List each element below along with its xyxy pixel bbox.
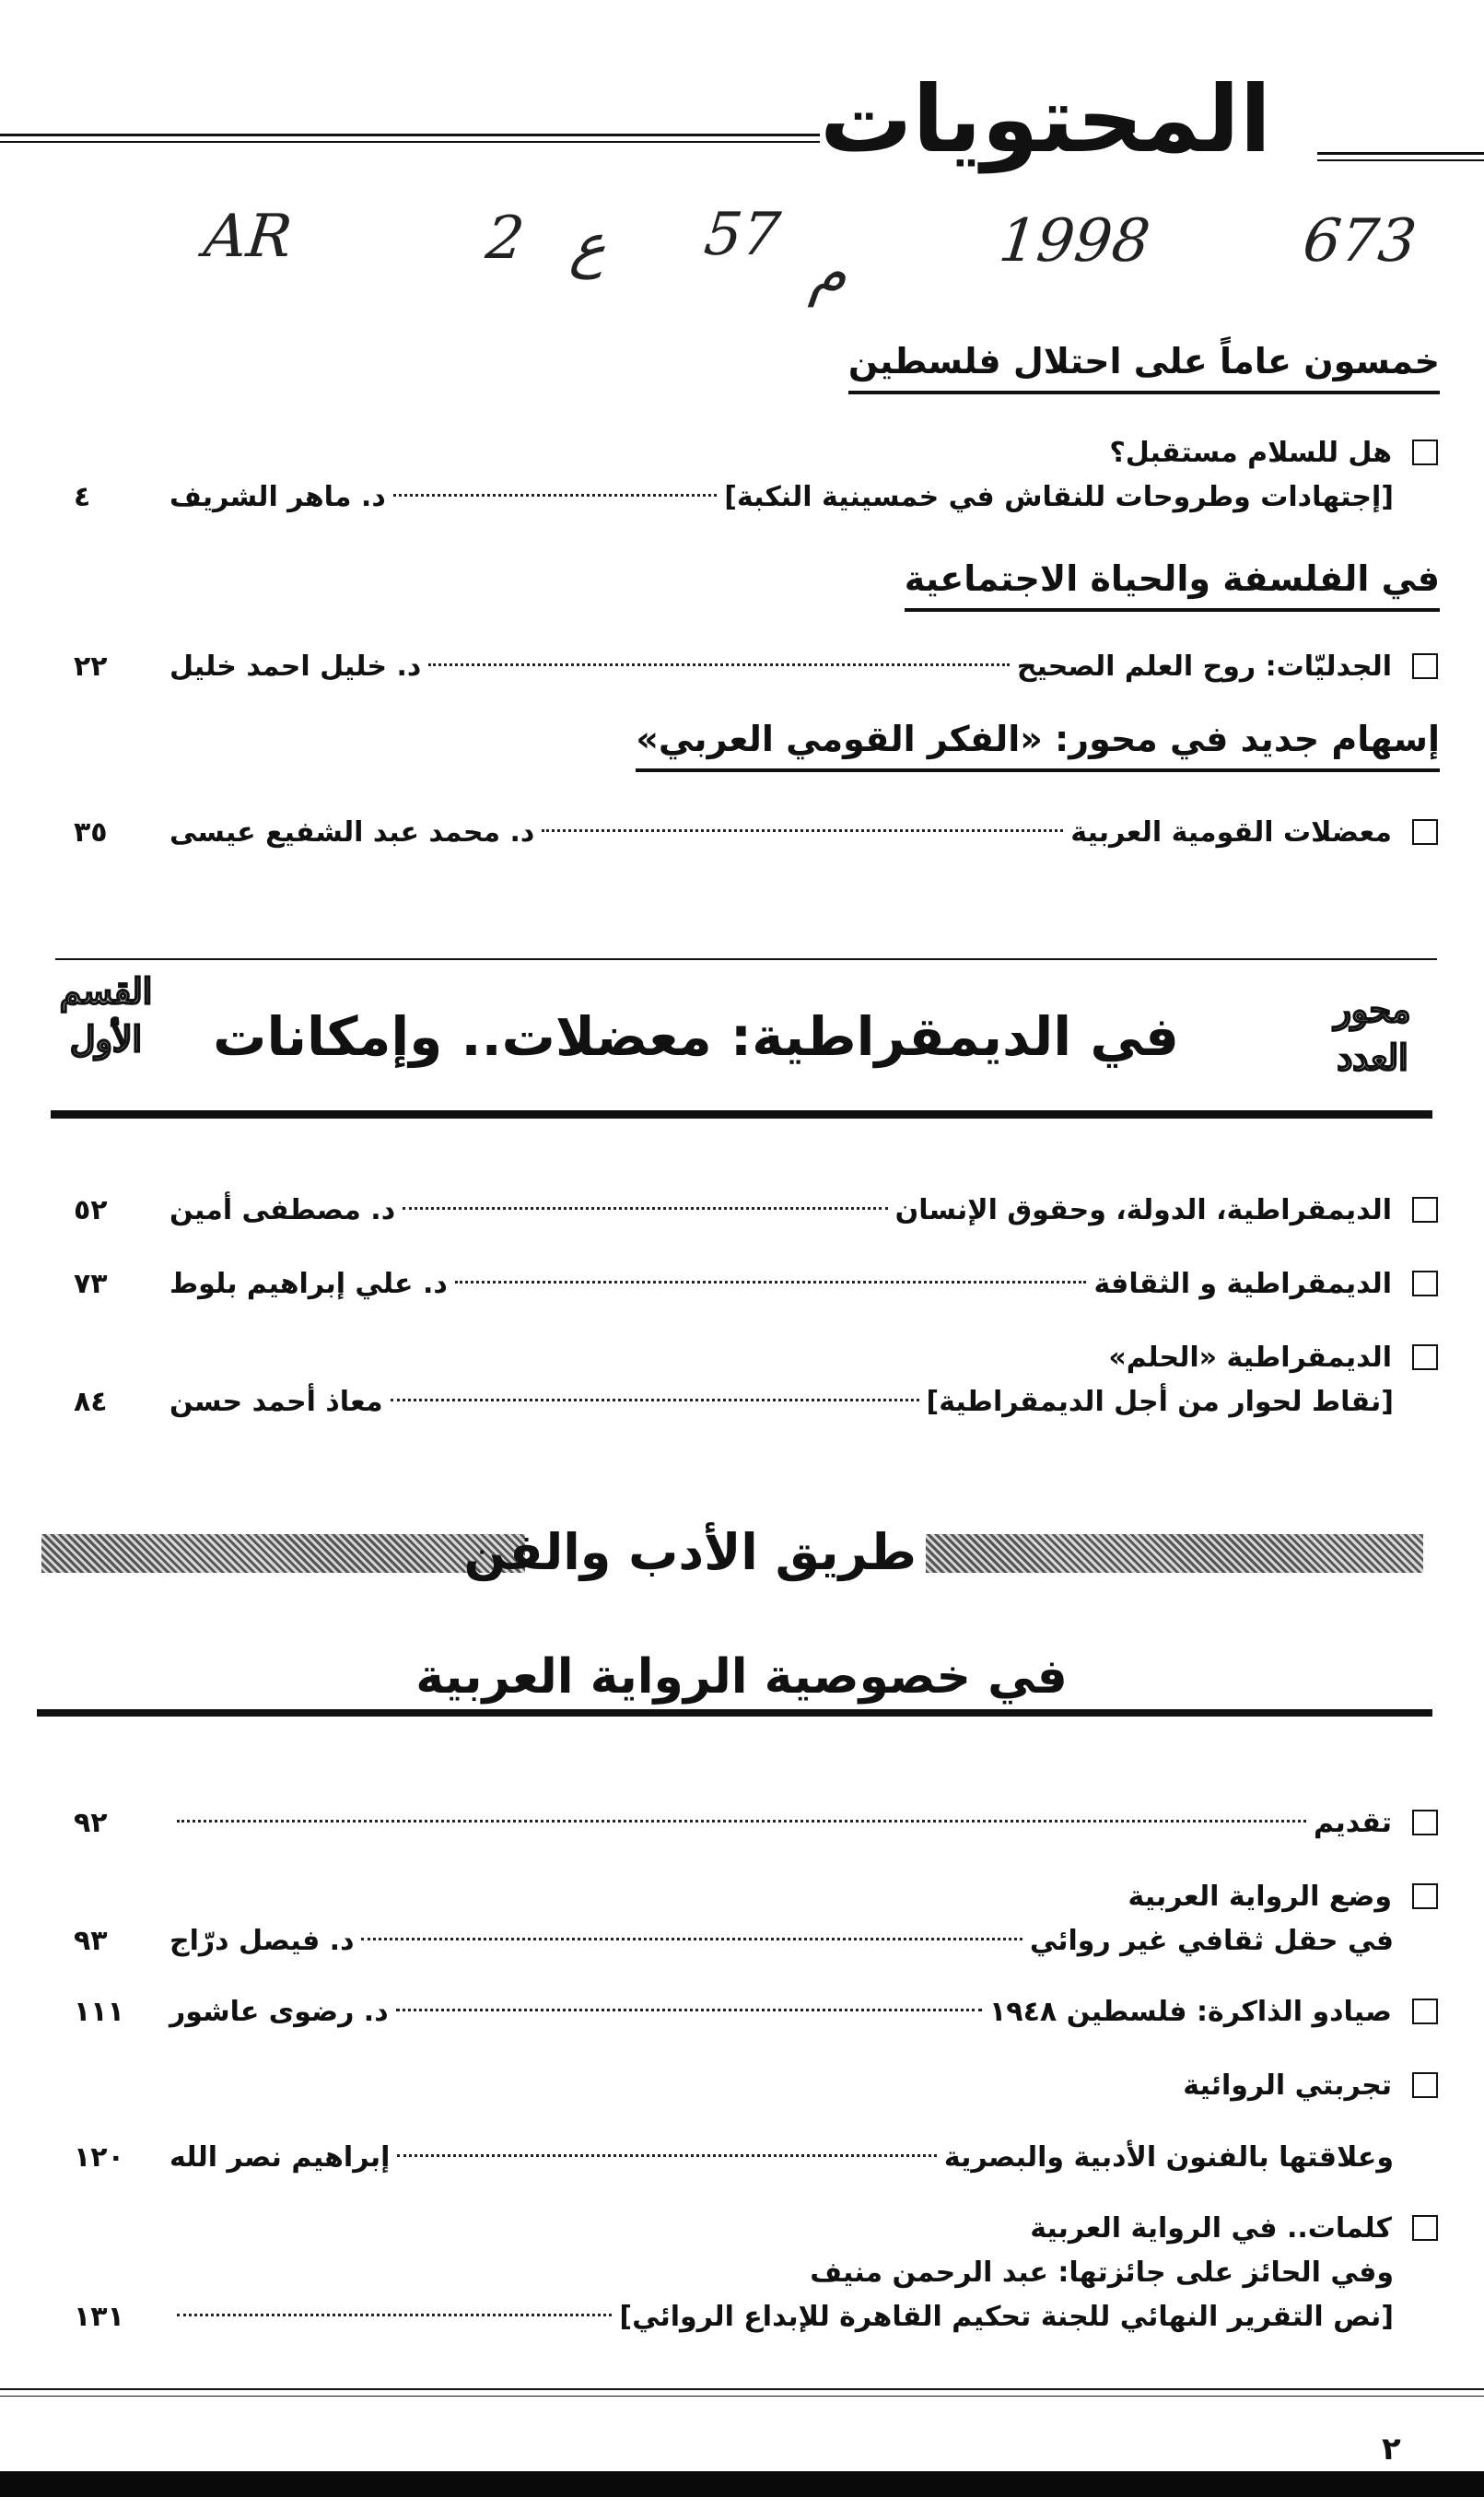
entry-page: ٩٣ [74,1925,108,1957]
scan-edge [0,2471,1484,2497]
entry-page: ٩٢ [74,1807,108,1839]
entry-subtitle: [نقاط لحوار من أجل الديمقراطية] [926,1386,1394,1418]
dot-leader [455,1281,1087,1284]
entry-author: إبراهيم نصر الله [169,2141,391,2174]
literature-title: في خصوصية الرواية العربية [415,1649,1068,1705]
entry-author: د. فيصل درّاج [169,1925,355,1957]
entry-title: صيادو الذاكرة: فلسطين ١٩٤٨ [989,1996,1392,2028]
toc-entry [74,2207,1438,2339]
entry-author: د. علي إبراهيم بلوط [169,1268,448,1300]
entry-title: الديمقراطية، الدولة، وحقوق الإنسان [894,1194,1392,1226]
header-rule-left-2 [0,141,820,143]
checkbox-bullet [1412,440,1438,465]
banner-hatch-left [41,1534,525,1573]
footer-rule [0,2388,1484,2390]
focus-label-left [46,967,166,1063]
toc-entry [74,1336,1438,1424]
checkbox-bullet [1412,819,1438,845]
entry-page: ١١١ [74,1996,124,2028]
entry-author: د. مصطفى أمين [169,1194,396,1226]
handwritten-note: ع [567,212,611,280]
handwritten-note: 2 [483,205,528,273]
focus-label-line: الأول [69,1018,143,1060]
handwritten-note: 57 [701,201,784,269]
section-heading: خمسون عاماً على احتلال فلسطين [848,341,1440,394]
entry-title: كلمات.. في الرواية العربية [1030,2212,1392,2245]
toc-entry [74,1801,1438,1846]
checkbox-bullet [1412,1271,1438,1296]
entry-author: د. محمد عبد الشفيع عيسى [169,816,535,849]
entry-page: ١٣١ [74,2301,124,2333]
page-title: المحتويات [819,65,1271,173]
entry-page: ٣٥ [74,816,108,849]
entry-subtitle: [إجتهادات وطروحات للنقاش في خمسينية النكبة] [724,481,1394,513]
focus-title: في الديمقراطية: معضلات.. وإمكانات [213,1005,1179,1068]
header-rule-right-2 [1317,159,1484,161]
dot-leader [428,663,1010,666]
header-rule-right [1317,152,1484,155]
entry-page: ١٢٠ [74,2141,124,2174]
entry-subtitle: وعلاقتها بالفنون الأدبية والبصرية [943,2141,1394,2174]
dot-leader [393,494,717,497]
toc-entry [74,2064,1438,2180]
entry-title: تجربتي الروائية [1183,2069,1392,2102]
section-heading: إسهام جديد في محور: «الفكر القومي العربي» [636,719,1440,772]
entry-title: الجدليّات: روح العلم الصحيح [1016,651,1392,683]
toc-entry [74,1990,1438,2034]
checkbox-bullet [1412,2072,1438,2098]
entry-page: ٨٤ [74,1386,108,1418]
dot-leader [177,2314,612,2316]
toc-entry [74,1875,1438,1964]
header-rule-left [0,134,820,136]
toc-entry [74,1262,1438,1307]
banner-hatch-right [926,1534,1423,1573]
entry-subtitle: في حقل ثقافي غير روائي [1029,1925,1394,1957]
entry-title: الديمقراطية و الثقافة [1093,1268,1392,1300]
dot-leader [391,1399,919,1401]
entry-title: الديمقراطية «الحلم» [1108,1342,1392,1374]
literature-rule [37,1709,1432,1717]
entry-page: ٥٢ [74,1194,108,1226]
handwritten-note: 1998 [996,207,1153,275]
focus-label-line: العدد [1337,1037,1408,1078]
section-heading: في الفلسفة والحياة الاجتماعية [905,558,1440,612]
entry-page: ٤ [74,481,91,513]
handwritten-note: 673 [1300,207,1420,275]
entry-title: تقديم [1314,1807,1392,1839]
dot-leader [177,1820,1306,1823]
checkbox-bullet [1412,1999,1438,2024]
checkbox-bullet [1412,1883,1438,1909]
handwritten-note: AR [201,203,296,271]
entry-title: معضلات القومية العربية [1070,816,1392,849]
checkbox-bullet [1412,1344,1438,1370]
dot-leader [403,1207,888,1210]
entry-page: ٧٣ [74,1268,108,1300]
literature-banner: طريق الأدب والفن [463,1523,917,1581]
toc-entry [74,1189,1438,1233]
page-number: ٢ [1382,2431,1401,2468]
entry-author: د. ماهر الشريف [169,481,386,513]
focus-label-line: محور [1334,989,1411,1030]
dot-leader [396,2009,982,2011]
entry-title: هل للسلام مستقبل؟ [1109,437,1392,469]
entry-title: وضع الرواية العربية [1128,1881,1392,1913]
checkbox-bullet [1412,1197,1438,1223]
entry-subtitle: [نص التقرير النهائي للجنة تحكيم القاهرة للإبداع الروائي] [619,2301,1394,2333]
entry-author: د. رضوى عاشور [169,1996,389,2028]
focus-bottom-rule [51,1110,1432,1119]
toc-entry [74,811,1438,855]
dot-leader [397,2154,936,2157]
handwritten-note: م [807,240,851,308]
focus-top-rule [55,958,1437,960]
entry-author: معاذ أحمد حسن [169,1386,383,1418]
dot-leader [542,829,1063,832]
entry-author: د. خليل احمد خليل [169,651,422,683]
checkbox-bullet [1412,1810,1438,1835]
dot-leader [361,1938,1022,1940]
checkbox-bullet [1412,653,1438,679]
entry-subtitle: وفي الحائز على جائزتها: عبد الرحمن منيف [810,2257,1394,2289]
focus-label-right [1308,986,1437,1082]
focus-label-line: القسم [59,970,153,1012]
checkbox-bullet [1412,2215,1438,2241]
footer-rule-2 [0,2396,1484,2397]
toc-entry [74,431,1438,520]
toc-entry [74,645,1438,689]
entry-page: ٢٢ [74,651,108,683]
